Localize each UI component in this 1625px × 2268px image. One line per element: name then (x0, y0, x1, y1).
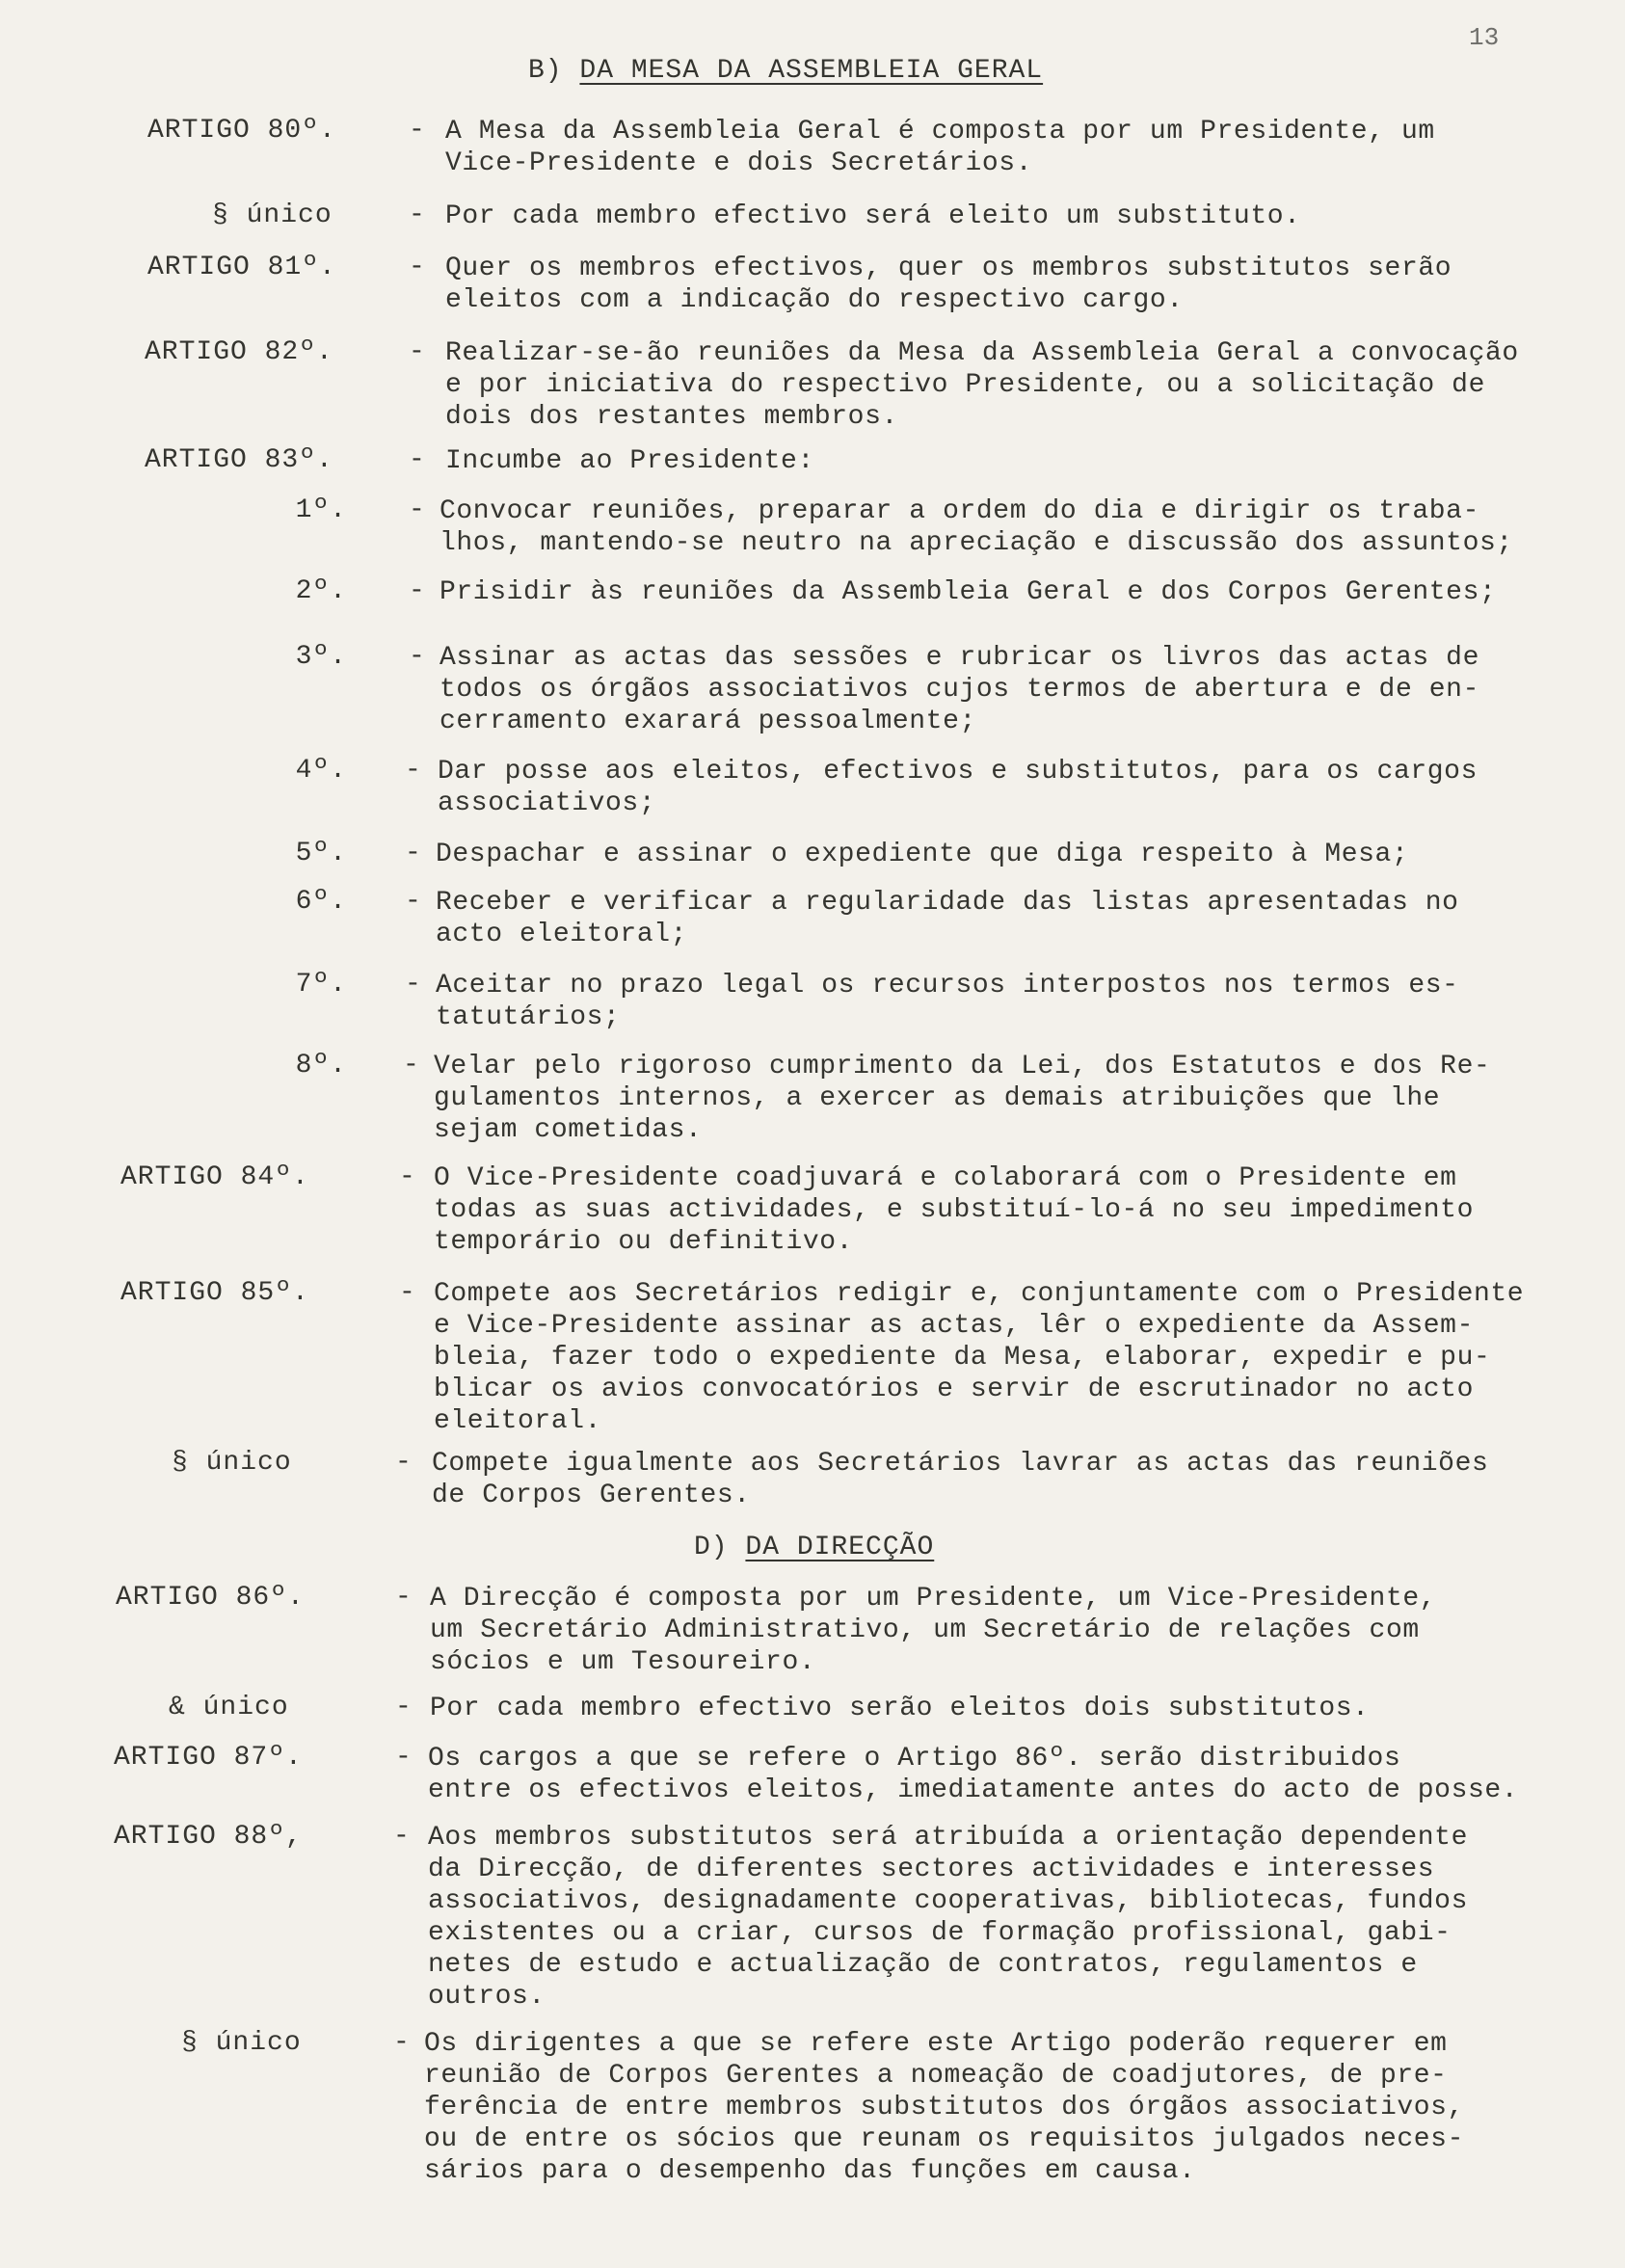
text-line: tatutários; (436, 1002, 621, 1032)
section-heading-mesa (528, 56, 1043, 86)
article-text (428, 1822, 1468, 2013)
text-line: ou de entre os sócios que reunam os requisitos julgados neces- (424, 2124, 1464, 2154)
article-label: ARTIGO 87º. (114, 1743, 303, 1773)
article-text (432, 1448, 1488, 1511)
dash-separator: - (409, 445, 425, 475)
text-line: Realizar-se-ão reuniões da Mesa da Assembleia Geral a convocação (445, 338, 1519, 368)
section-title: DA MESA DA ASSEMBLEIA GERAL (579, 56, 1044, 86)
text-line: de Corpos Gerentes. (432, 1481, 751, 1510)
dash-separator: - (395, 1583, 412, 1613)
article-text (430, 1693, 1370, 1724)
article-label: ARTIGO 80º. (147, 116, 336, 146)
text-line: eleitos com a indicação do respectivo cargo. (445, 285, 1184, 315)
text-line: da Direcção, de diferentes sectores actividades e interesses (428, 1854, 1435, 1884)
dash-separator: - (399, 1278, 415, 1308)
text-line: gulamentos internos, a exercer as demais atribuições que lhe (434, 1083, 1441, 1113)
article-text (430, 1583, 1436, 1678)
item-number: 1º. (295, 495, 347, 525)
text-line: Compete aos Secretários redigir e, conjuntamente com o Presidente (434, 1279, 1525, 1309)
text-line: associativos; (438, 788, 656, 818)
article-label: ARTIGO 84º. (120, 1162, 309, 1192)
paragraph-label: & único (169, 1693, 289, 1722)
text-line: todos os órgãos associativos cujos termos de abertura e de en- (440, 675, 1479, 705)
article-text (445, 337, 1519, 433)
item-number: 4º. (295, 756, 347, 786)
article-text (436, 887, 1459, 950)
text-line: temporário ou definitivo. (434, 1227, 854, 1257)
paragraph-label: § único (181, 2028, 302, 2058)
text-line: cerramento exarará pessoalmente; (440, 707, 976, 736)
page-number: 13 (1469, 23, 1500, 52)
item-number: 3º. (295, 642, 347, 672)
article-text (434, 1051, 1490, 1146)
text-line: netes de estudo e actualização de contratos, regulamentos e (428, 1950, 1418, 1980)
text-line: todas as suas actividades, e substituí-lo-á no seu impedimento (434, 1195, 1474, 1225)
text-line: Aos membros substitutos será atribuída a orientação dependente (428, 1823, 1468, 1853)
text-line: bleia, fazer todo o expediente da Mesa, elaborar, expedir e pu- (434, 1343, 1491, 1373)
text-line: outros. (428, 1982, 546, 2012)
article-label: ARTIGO 88º, (114, 1822, 303, 1852)
text-line: Prisidir às reuniões da Assembleia Geral e dos Corpos Gerentes; (440, 577, 1497, 607)
text-line: Os dirigentes a que se refere este Artigo poderão requerer em (424, 2029, 1448, 2059)
dash-separator: - (405, 839, 421, 868)
dash-separator: - (409, 642, 425, 672)
item-number: 7º. (295, 970, 347, 1000)
article-text (438, 756, 1478, 819)
dash-separator: - (409, 116, 425, 146)
text-line: Convocar reuniões, preparar a ordem do dia e dirigir os traba- (440, 496, 1479, 526)
dash-separator: - (405, 970, 421, 1000)
text-line: O Vice-Presidente coadjuvará e colaborará com o Presidente em (434, 1163, 1457, 1193)
article-text (428, 1743, 1518, 1806)
dash-separator: - (399, 1162, 415, 1192)
item-number: 5º. (295, 839, 347, 868)
text-line: Incumbe ao Presidente: (445, 446, 814, 476)
section-title: DA DIRECÇÃO (745, 1533, 935, 1562)
article-text (436, 839, 1408, 870)
article-text (445, 445, 814, 477)
text-line: e por iniciativa do respectivo Presidente, ou a solicitação de (445, 370, 1485, 400)
article-label: ARTIGO 86º. (116, 1583, 305, 1613)
article-label: ARTIGO 82º. (145, 337, 333, 367)
dash-separator: - (403, 1051, 419, 1081)
article-text (434, 1278, 1524, 1437)
article-text (445, 200, 1301, 232)
article-label: ARTIGO 85º. (120, 1278, 309, 1308)
text-line: ferência de entre membros substitutos dos órgãos associativos, (424, 2093, 1464, 2122)
dash-separator: - (405, 756, 421, 786)
dash-separator: - (393, 2028, 410, 2058)
article-text (424, 2028, 1464, 2187)
text-line: A Direcção é composta por um Presidente, um Vice-Presidente, (430, 1584, 1437, 1614)
text-line: A Mesa da Assembleia Geral é composta por um Presidente, um (445, 117, 1435, 147)
text-line: Os cargos a que se refere o Artigo 86º. serão distribuidos (428, 1744, 1401, 1774)
item-number: 6º. (295, 887, 347, 917)
dash-separator: - (409, 495, 425, 525)
article-text (436, 970, 1459, 1033)
text-line: um Secretário Administrativo, um Secretário de relações com (430, 1615, 1420, 1645)
text-line: sários para o desempenho das funções em causa. (424, 2156, 1196, 2186)
paragraph-label: § único (172, 1448, 292, 1478)
text-line: Receber e verificar a regularidade das listas apresentadas no (436, 888, 1459, 918)
article-text (440, 495, 1513, 559)
dash-separator: - (409, 253, 425, 282)
text-line: reunião de Corpos Gerentes a nomeação de coadjutores, de pre- (424, 2061, 1448, 2091)
text-line: Despachar e assinar o expediente que diga respeito à Mesa; (436, 840, 1409, 869)
item-number: 2º. (295, 576, 347, 606)
article-label: ARTIGO 83º. (145, 445, 333, 475)
article-label: ARTIGO 81º. (147, 253, 336, 282)
section-heading-direccao (694, 1533, 934, 1562)
dash-separator: - (395, 1448, 412, 1478)
item-number: 8º. (295, 1051, 347, 1081)
text-line: Aceitar no prazo legal os recursos interpostos nos termos es- (436, 971, 1459, 1001)
text-line: Vice-Presidente e dois Secretários. (445, 148, 1033, 178)
text-line: existentes ou a criar, cursos de formação profissional, gabi- (428, 1918, 1452, 1948)
text-line: eleitoral. (434, 1406, 602, 1436)
section-prefix: B) (528, 56, 563, 86)
dash-separator: - (395, 1693, 412, 1722)
dash-separator: - (393, 1822, 410, 1852)
dash-separator: - (405, 887, 421, 917)
text-line: Velar pelo rigoroso cumprimento da Lei, dos Estatutos e dos Re- (434, 1052, 1491, 1081)
article-text (440, 642, 1479, 737)
dash-separator: - (409, 200, 425, 230)
text-line: Dar posse aos eleitos, efectivos e substitutos, para os cargos (438, 757, 1478, 787)
dash-separator: - (395, 1743, 412, 1773)
text-line: sócios e um Tesoureiro. (430, 1647, 816, 1677)
text-line: sejam cometidas. (434, 1115, 703, 1145)
text-line: Compete igualmente aos Secretários lavrar as actas das reuniões (432, 1449, 1489, 1479)
text-line: associativos, designadamente cooperativas, bibliotecas, fundos (428, 1886, 1468, 1916)
text-line: blicar os avios convocatórios e servir de escrutinador no acto (434, 1374, 1474, 1404)
text-line: acto eleitoral; (436, 920, 688, 949)
text-line: Por cada membro efectivo será eleito um substituto. (445, 201, 1301, 231)
article-text (445, 253, 1452, 316)
section-prefix: D) (694, 1533, 729, 1562)
text-line: Por cada membro efectivo serão eleitos dois substitutos. (430, 1694, 1370, 1723)
text-line: dois dos restantes membros. (445, 402, 898, 432)
text-line: Quer os membros efectivos, quer os membros substitutos serão (445, 253, 1452, 283)
article-text (434, 1162, 1474, 1258)
paragraph-label: § único (212, 200, 333, 230)
article-text (445, 116, 1435, 179)
text-line: lhos, mantendo-se neutro na apreciação e discussão dos assuntos; (440, 528, 1513, 558)
article-text (440, 576, 1496, 608)
dash-separator: - (409, 337, 425, 367)
text-line: Assinar as actas das sessões e rubricar os livros das actas de (440, 643, 1479, 673)
dash-separator: - (409, 576, 425, 606)
text-line: e Vice-Presidente assinar as actas, lêr o expediente da Assem- (434, 1311, 1474, 1341)
text-line: entre os efectivos eleitos, imediatamente antes do acto de posse. (428, 1775, 1519, 1805)
